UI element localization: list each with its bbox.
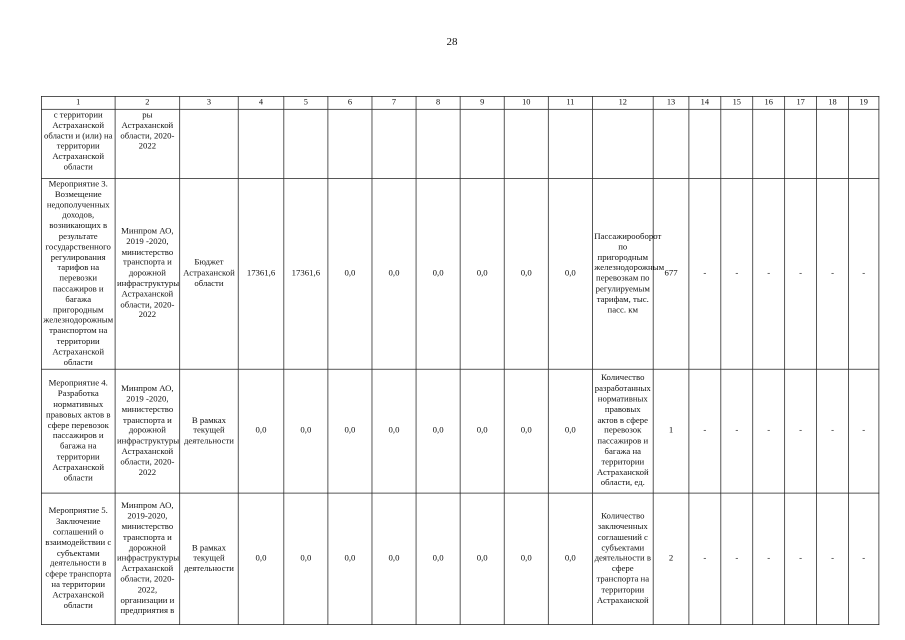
cell-col-5: 0,0 [284, 493, 328, 624]
cell-col-9 [460, 109, 504, 178]
column-number: 14 [689, 96, 721, 109]
table-row [41, 109, 879, 178]
column-number-row [41, 96, 879, 109]
cell-col-19: - [849, 369, 879, 493]
cell-col-5 [284, 109, 328, 178]
column-number: 2 [115, 96, 180, 109]
executor: Минпром АО, 2019 -2020, министерство транспорта и дорожной инфраструктуры Астраханской области, 2020-2022 [115, 178, 180, 369]
cell-col-15: - [721, 178, 753, 369]
executor: Минпром АО, 2019-2020, министерство транспорта и дорожной инфраструктуры Астраханской области, 2020-2022, организации и предприятия в [115, 493, 180, 624]
column-number: 12 [592, 96, 653, 109]
cell-col-16: - [753, 493, 785, 624]
indicator-name: Пассажирооборот по пригородным железнодорожным перевозкам по регулируемым тарифам, тыс. пасс. км [592, 178, 653, 369]
cell-col-16: - [753, 369, 785, 493]
cell-col-15: - [721, 369, 753, 493]
funding-source [180, 109, 239, 178]
column-number: 3 [180, 96, 239, 109]
cell-col-5: 0,0 [284, 369, 328, 493]
activity-name: Мероприятие 5. Заключение соглашений о взаимодействии с субъектами деятельности в сфере транспорта на территории Астраханской области [41, 493, 115, 624]
cell-col-18 [817, 109, 849, 178]
cell-col-11: 0,0 [548, 493, 592, 624]
indicator-name [592, 109, 653, 178]
cell-col-13 [653, 109, 689, 178]
activity-name: с территории Астраханской области и (или) на территории Астраханской области [41, 109, 115, 178]
cell-col-7: 0,0 [372, 369, 416, 493]
program-table-sheet [41, 96, 868, 616]
cell-col-10: 0,0 [504, 493, 548, 624]
cell-col-5: 17361,6 [284, 178, 328, 369]
cell-col-13: 1 [653, 369, 689, 493]
activity-name: Мероприятие 3. Возмещение недополученных доходов, возникающих в результате государственного регулирования тарифов на перевозки пассажиров и багажа пригородным железнодорожным транспортом на территории Астраханской области [41, 178, 115, 369]
column-number: 15 [721, 96, 753, 109]
column-number: 5 [284, 96, 328, 109]
cell-col-14 [689, 109, 721, 178]
indicator-name: Количество заключенных соглашений с субъектами деятельности в сфере транспорта на территории Астраханской [592, 493, 653, 624]
cell-col-19: - [849, 178, 879, 369]
cell-col-9: 0,0 [460, 493, 504, 624]
program-activities-table [41, 96, 879, 625]
column-number: 11 [548, 96, 592, 109]
cell-col-7: 0,0 [372, 493, 416, 624]
cell-col-8: 0,0 [416, 178, 460, 369]
cell-col-19: - [849, 493, 879, 624]
cell-col-8 [416, 109, 460, 178]
cell-col-10: 0,0 [504, 178, 548, 369]
column-number: 19 [849, 96, 879, 109]
cell-col-10 [504, 109, 548, 178]
funding-source: Бюджет Астраханской области [180, 178, 239, 369]
activity-name: Мероприятие 4. Разработка нормативных правовых актов в сфере перевозок пассажиров и багажа на территории Астраханской области [41, 369, 115, 493]
column-number: 4 [238, 96, 284, 109]
cell-col-6: 0,0 [328, 178, 372, 369]
page-number: 28 [446, 36, 458, 48]
cell-col-17: - [785, 178, 817, 369]
cell-col-10: 0,0 [504, 369, 548, 493]
funding-source: В рамках текущей деятельности [180, 369, 239, 493]
column-number: 8 [416, 96, 460, 109]
indicator-name: Количество разработанных нормативных правовых актов в сфере перевозок пассажиров и багажа на территории Астраханской области, ед. [592, 369, 653, 493]
table-row [41, 369, 879, 493]
cell-col-11: 0,0 [548, 178, 592, 369]
cell-col-4: 0,0 [238, 493, 284, 624]
cell-col-15 [721, 109, 753, 178]
table-row [41, 493, 879, 624]
cell-col-17: - [785, 369, 817, 493]
cell-col-18: - [817, 369, 849, 493]
cell-col-9: 0,0 [460, 178, 504, 369]
cell-col-6: 0,0 [328, 493, 372, 624]
cell-col-13: 2 [653, 493, 689, 624]
column-number: 9 [460, 96, 504, 109]
cell-col-14: - [689, 369, 721, 493]
cell-col-14: - [689, 178, 721, 369]
cell-col-18: - [817, 493, 849, 624]
cell-col-18: - [817, 178, 849, 369]
funding-source: В рамках текущей деятельности [180, 493, 239, 624]
executor: Минпром АО, 2019 -2020, министерство транспорта и дорожной инфраструктуры Астраханской области, 2020-2022 [115, 369, 180, 493]
cell-col-16: - [753, 178, 785, 369]
cell-col-11 [548, 109, 592, 178]
cell-col-17 [785, 109, 817, 178]
cell-col-8: 0,0 [416, 369, 460, 493]
cell-col-15: - [721, 493, 753, 624]
column-number: 13 [653, 96, 689, 109]
cell-col-7 [372, 109, 416, 178]
cell-col-6 [328, 109, 372, 178]
cell-col-7: 0,0 [372, 178, 416, 369]
column-number: 6 [328, 96, 372, 109]
table-row [41, 178, 879, 369]
cell-col-4: 0,0 [238, 369, 284, 493]
cell-col-13: 677 [653, 178, 689, 369]
column-number: 18 [817, 96, 849, 109]
cell-col-4: 17361,6 [238, 178, 284, 369]
column-number: 16 [753, 96, 785, 109]
cell-col-16 [753, 109, 785, 178]
cell-col-14: - [689, 493, 721, 624]
cell-col-19 [849, 109, 879, 178]
cell-col-9: 0,0 [460, 369, 504, 493]
column-number: 10 [504, 96, 548, 109]
column-number: 17 [785, 96, 817, 109]
cell-col-6: 0,0 [328, 369, 372, 493]
cell-col-4 [238, 109, 284, 178]
cell-col-17: - [785, 493, 817, 624]
column-number: 1 [41, 96, 115, 109]
cell-col-11: 0,0 [548, 369, 592, 493]
cell-col-8: 0,0 [416, 493, 460, 624]
column-number: 7 [372, 96, 416, 109]
executor: ры Астраханской области, 2020-2022 [115, 109, 180, 178]
